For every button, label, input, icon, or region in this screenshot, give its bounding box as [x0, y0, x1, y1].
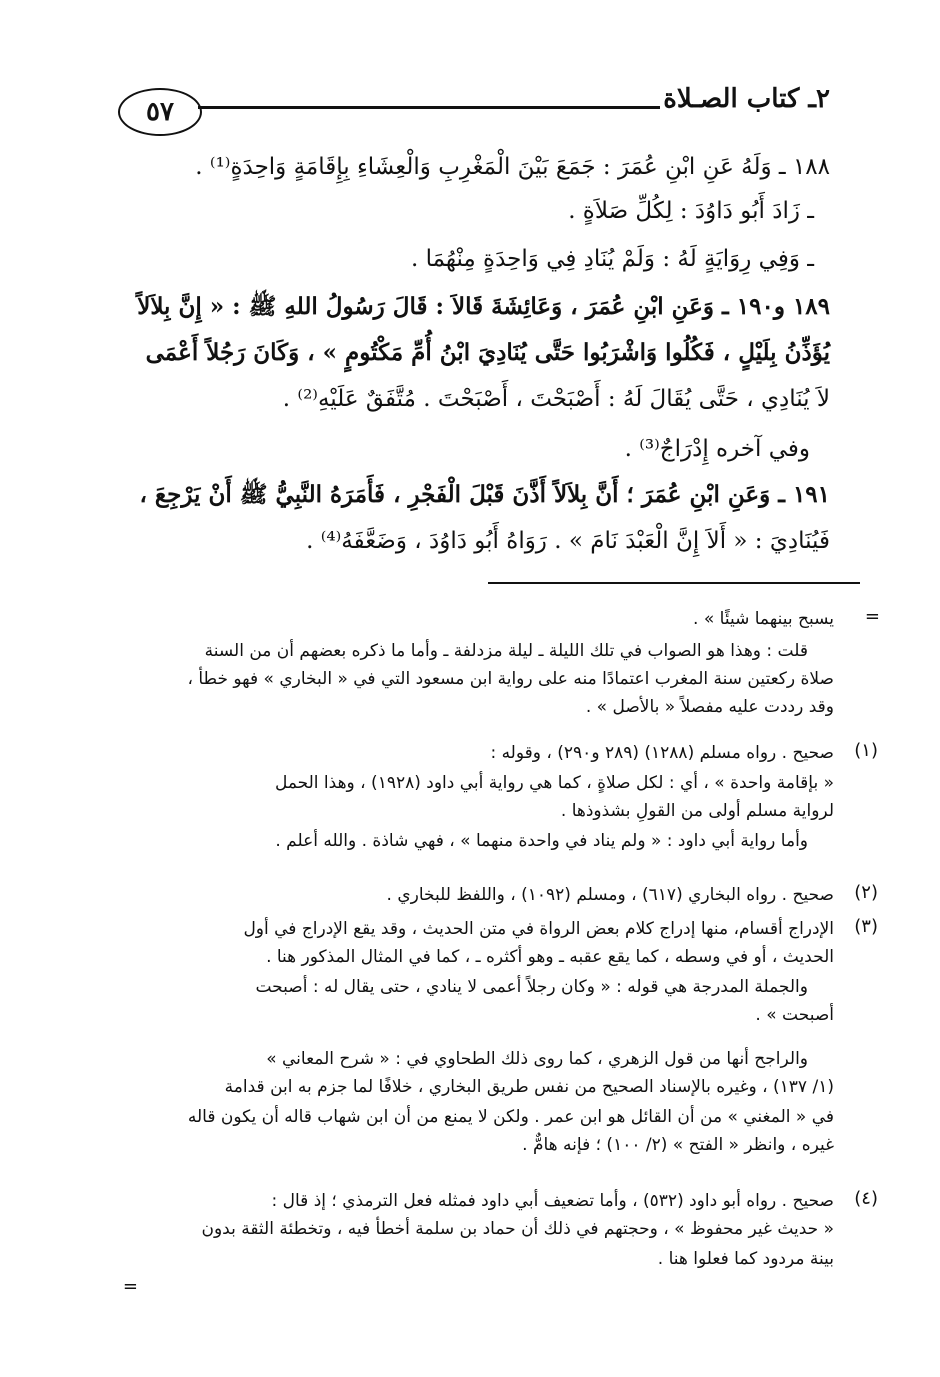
footnote-continuation-line: وقد رددت عليه مفصلاً « بالأصل » .	[585, 697, 834, 717]
footnote-continuation-line: صلاة ركعتين سنة المغرب اعتمادًا منه على رواية ابن مسعود التي في « البخاري » فهو خطأ ،	[187, 669, 834, 689]
footnote-4-number: (٤)	[854, 1188, 878, 1209]
footnote-1-line: لرواية مسلم أولى من القولِ بشذوذها .	[560, 801, 834, 821]
page-number: ٥٧	[118, 88, 202, 136]
footnote-3-line: (١/ ١٣٧) ، وغيره بالإسناد الصحيح من نفس طريق البخاري ، خلافًا لما جزم به ابن قدامة	[224, 1077, 834, 1097]
hadith-188-narration: ـ وَفِي رِوَايَةٍ لَهُ : وَلَمْ يُنَادِ فِي وَاحِدَةٍ مِنْهُمَا .	[410, 246, 814, 272]
hadith-188: ١٨٨ ـ وَلَهُ عَنِ ابْنِ عُمَرَ : جَمَعَ بَيْنَ الْمَغْرِبِ وَالْعِشَاءِ بِإِقَامَةٍ وَاحِدَةٍ⁽¹⁾ .	[195, 154, 830, 180]
continuation-mark: =	[864, 606, 880, 627]
end-continuation-mark: =	[122, 1276, 138, 1297]
footnote-1-line: « بإقامة واحدة » ، أي : لكل صلاةٍ ، كما هي رواية أبي داود (١٩٢٨) ، وهذا الحمل	[274, 773, 834, 793]
footnote-1-line: وأما رواية أبي داود : « ولم يناد في واحدة منهما » ، فهي شاذة . والله أعلم .	[275, 831, 808, 851]
footnote-1-line: صحيح . رواه مسلم (١٢٨٨) (٢٨٩ و٢٩٠) ، وقوله :	[490, 743, 834, 763]
footnote-3-number: (٣)	[854, 916, 878, 937]
footnote-3-line: أصبحت » .	[755, 1005, 834, 1025]
footnote-3-line: الحديث ، أو في وسطه ، كما يقع عقبه ـ وهو أكثره ـ ، كما في المثال المذكور هنا .	[266, 947, 834, 967]
idraj-note: وفي آخره إِدْرَاجٌ⁽³⁾ .	[624, 436, 810, 462]
footnote-3-line: الإدراج أقسام، منها إدراج كلام بعض الرواة في متن الحديث ، وقد يقع الإدراج في أول	[243, 919, 834, 939]
page-header	[110, 82, 830, 140]
footnote-separator	[488, 582, 860, 584]
footnote-4-line: « حديث غير محفوظ » ، وحجتهم في ذلك أن حماد بن سلمة أخطأ فيه ، وتخطئة الثقة بدون	[201, 1219, 834, 1239]
header-rule	[198, 106, 660, 109]
hadith-189-190-line-1: ١٨٩ و١٩٠ ـ وَعَنِ ابْنِ عُمَرَ ، وَعَائِشَةَ قَالاَ : قَالَ رَسُولُ اللهِ ﷺ : « إِنَّ بِلاَلاً	[137, 293, 830, 320]
footnote-3-line: غيره ، وانظر « الفتح » (٢/ ١٠٠) ؛ فإنه هامٌّ .	[522, 1135, 834, 1155]
footnote-1-number: (١)	[854, 740, 878, 761]
hadith-189-190-line-2: يُؤَذِّنُ بِلَيْلٍ ، فَكُلُوا وَاشْرَبُوا حَتَّى يُنَادِيَ ابْنُ أُمِّ مَكْتُومٍ » ، وَكَانَ رَجُلاً أَعْمَى	[145, 339, 830, 366]
footnote-4-line: بينة مردود كما فعلوا هنا .	[657, 1249, 834, 1269]
chapter-title: ٢ـ كتاب الصـلاة	[663, 84, 830, 114]
footnote-3-line: في « المغني » من أن القائل هو ابن عمر . ولكن لا يمنع من أن ابن شهاب قاله أن يكون قاله	[187, 1107, 834, 1127]
hadith-191-line-1: ١٩١ ـ وَعَنِ ابْنِ عُمَرَ ؛ أَنَّ بِلاَلاً أَذَّنَ قَبْلَ الْفَجْرِ ، فَأَمَرَهُ النَّبِيُّ ﷺ أَنْ يَرْجِعَ ،	[139, 481, 830, 508]
footnote-3-line: والجملة المدرجة هي قوله : « وكان رجلاً أعمى لا ينادي ، حتى يقال له : أصبحت	[255, 977, 808, 997]
footnote-continuation-line: يسبح بينهما شيئًا » .	[693, 609, 834, 629]
footnote-2-number: (٢)	[854, 882, 878, 903]
footnote-continuation-line: قلت : وهذا هو الصواب في تلك الليلة ـ ليلة مزدلفة ـ وأما ما ذكره بعضهم أن من السنة	[204, 641, 808, 661]
footnote-2-line: صحيح . رواه البخاري (٦١٧) ، ومسلم (١٠٩٢) ، واللفظ للبخاري .	[386, 885, 834, 905]
footnote-3-line: والراجح أنها من قول الزهري ، كما روى ذلك الطحاوي في : « شرح المعاني »	[266, 1049, 808, 1069]
hadith-189-190-line-3: لاَ يُنَادِي ، حَتَّى يُقَالَ لَهُ : أَصْبَحْتَ ، أَصْبَحْتَ . مُتَّفَقٌ عَلَيْهِ⁽²⁾ .	[282, 386, 830, 412]
hadith-188-addition: ـ زَادَ أَبُو دَاوُدَ : لِكُلِّ صَلاَةٍ .	[568, 198, 814, 224]
footnote-4-line: صحيح . رواه أبو داود (٥٣٢) ، وأما تضعيف أبي داود فمثله فعل الترمذي ؛ إذ قال :	[271, 1191, 834, 1211]
hadith-191-line-2: فَيُنَادِيَ : « أَلاَ إِنَّ الْعَبْدَ نَامَ » . رَوَاهُ أَبُو دَاوُدَ ، وَضَعَّفَهُ⁽⁴⁾ .	[306, 528, 830, 554]
